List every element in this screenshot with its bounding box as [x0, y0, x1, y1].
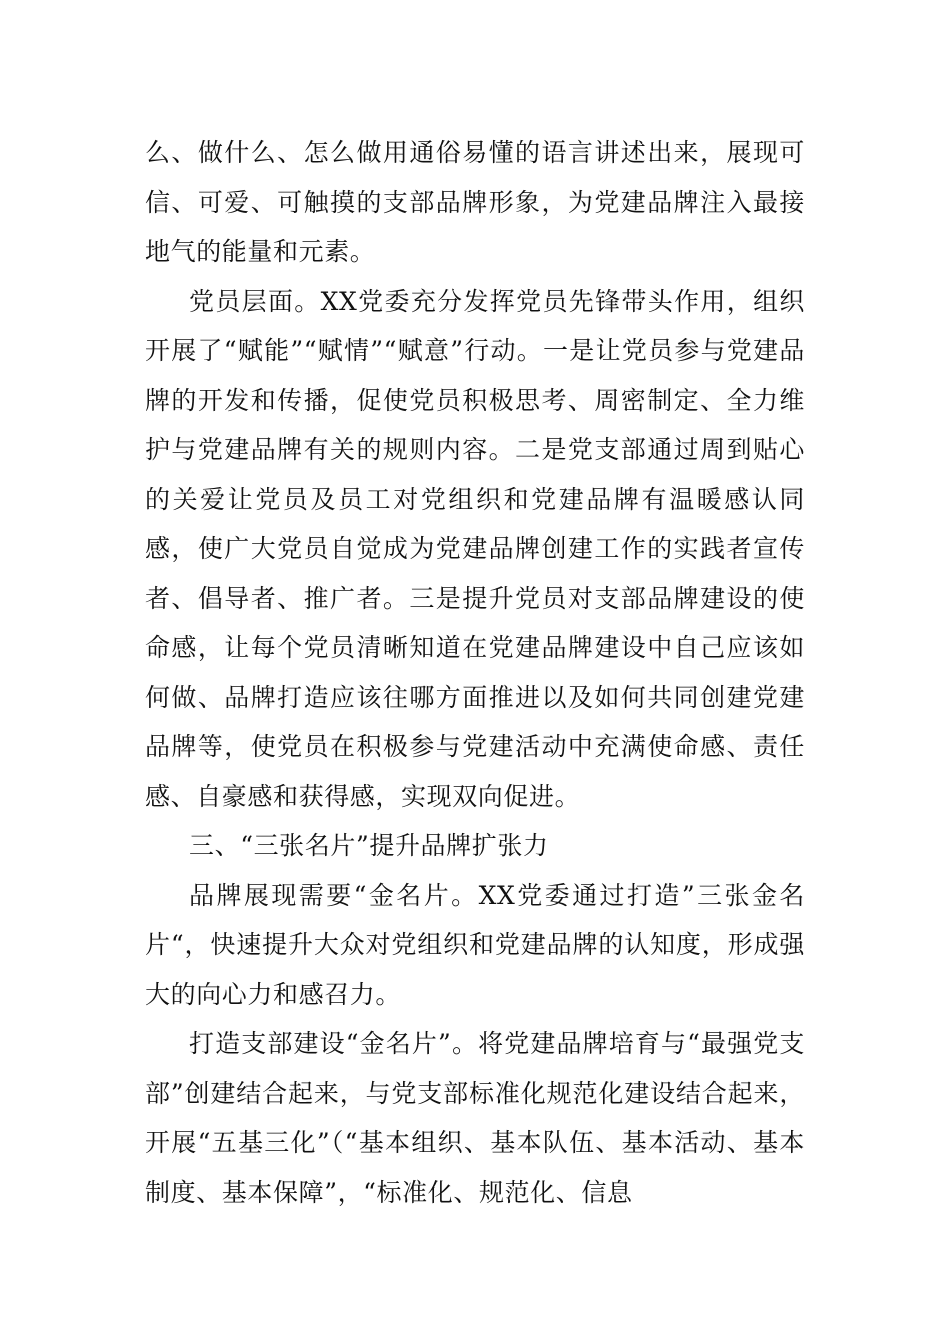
section-heading-three: 三、“三张名片”提升品牌扩张力	[189, 831, 549, 860]
document-body	[145, 128, 805, 1217]
body-paragraph-1: 么、做什么、怎么做用通俗易懂的语言讲述出来，展现可信、可爱、可触摸的支部品牌形象，为党建品牌注入最接地气的能量和元素。	[145, 138, 805, 266]
body-paragraph-branch-building: 打造支部建设“金名片”。将党建品牌培育与“最强党支部”创建结合起来，与党支部标准化规范化建设结合起来，开展“五基三化”（“基本组织、基本队伍、基本活动、基本制度、基本保障”，“标准化、规范化、信息	[145, 1029, 805, 1207]
body-paragraph-party-members: 党员层面。XX党委充分发挥党员先锋带头作用，组织开展了“赋能”“赋情”“赋意”行动。一是让党员参与党建品牌的开发和传播，促使党员积极思考、周密制定、全力维护与党建品牌有关的规则内容。二是党支部通过周到贴心的关爱让党员及员工对党组织和党建品牌有温暖感认同感，使广大党员自觉成为党建品牌创建工作的实践者宣传者、倡导者、推广者。三是提升党员对支部品牌建设的使命感，让每个党员清晰知道在党建品牌建设中自己应该如何做、品牌打造应该往哪方面推进以及如何共同创建党建品牌等，使党员在积极参与党建活动中充满使命感、责任感、自豪感和获得感，实现双向促进。	[145, 286, 805, 811]
body-paragraph-brand-display: 品牌展现需要“金名片。XX党委通过打造”三张金名片“，快速提升大众对党组织和党建品牌的认知度，形成强大的向心力和感召力。	[145, 880, 805, 1009]
